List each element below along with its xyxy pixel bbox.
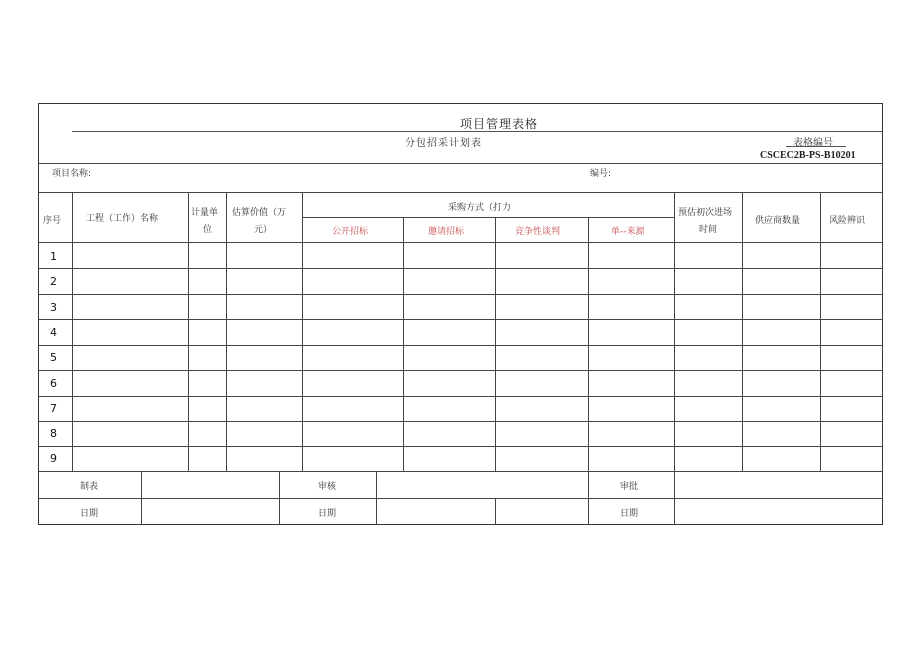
header-value-line1: 估算价值（万 xyxy=(232,208,287,218)
header-open-bid: 公开招标 xyxy=(332,227,369,237)
footer-review: 审核 xyxy=(318,482,337,492)
table-top-line xyxy=(38,192,883,193)
footer-made-by: 制表 xyxy=(80,482,99,492)
footer-col-line xyxy=(495,498,496,525)
footer-mid-line xyxy=(38,498,883,499)
number-label: 编号: xyxy=(590,169,612,179)
form-code: CSCEC2B-PS-B10201 xyxy=(760,150,856,161)
procurement-sub-line xyxy=(302,217,674,218)
footer-col-line xyxy=(588,471,589,525)
header-entry-time-line2: 时间 xyxy=(699,225,718,235)
footer-col-line xyxy=(279,471,280,525)
col-line xyxy=(820,192,821,471)
footer-date-3: 日期 xyxy=(620,509,639,519)
row-number: 4 xyxy=(50,326,57,339)
form-number-underline xyxy=(786,146,846,147)
row-line xyxy=(38,446,883,447)
row-number: 9 xyxy=(50,452,57,465)
header-supplier-count: 供应商数量 xyxy=(755,216,801,226)
col-line xyxy=(188,192,189,471)
header-single-source: 单--来源 xyxy=(611,227,645,237)
row-number: 6 xyxy=(50,377,57,390)
project-name-label: 项目名称: xyxy=(52,169,92,179)
form-number-label: 表格编号 xyxy=(793,138,833,149)
col-line xyxy=(495,217,496,471)
header-seq: 序号 xyxy=(43,216,62,226)
header-unit-line1: 计量单 xyxy=(191,208,219,218)
row-line xyxy=(38,319,883,320)
row-line xyxy=(38,370,883,371)
col-line xyxy=(403,217,404,471)
row-line xyxy=(38,421,883,422)
footer-date-1: 日期 xyxy=(80,509,99,519)
col-line xyxy=(302,192,303,471)
form-title: 项目管理表格 xyxy=(460,117,539,131)
row-line xyxy=(38,396,883,397)
form-subtitle: 分包招采计划表 xyxy=(405,138,482,149)
row-line xyxy=(38,294,883,295)
row-line xyxy=(38,471,883,472)
row-number: 5 xyxy=(50,351,57,364)
row-number: 1 xyxy=(50,250,57,263)
header-work-name: 工程（工作）名称 xyxy=(86,214,159,224)
header-bottom-line xyxy=(38,242,883,243)
row-number: 3 xyxy=(50,301,57,314)
col-line xyxy=(674,192,675,471)
footer-approve: 审批 xyxy=(620,482,639,492)
header-value-line2: 元） xyxy=(254,225,273,235)
header-competitive: 竞争性谈判 xyxy=(515,227,561,237)
row-number: 7 xyxy=(50,402,57,415)
header-procurement: 采购方式（打力 xyxy=(448,203,512,213)
footer-col-line xyxy=(376,471,377,525)
header-entry-time-line1: 预估初次进场 xyxy=(678,208,733,218)
col-line xyxy=(72,192,73,471)
col-line xyxy=(226,192,227,471)
header-invite-bid: 邀请招标 xyxy=(428,227,465,237)
title-divider xyxy=(72,131,882,132)
col-line xyxy=(742,192,743,471)
header-unit-line2: 位 xyxy=(203,225,213,235)
row-line xyxy=(38,268,883,269)
info-top-line xyxy=(38,163,883,164)
footer-col-line xyxy=(674,471,675,525)
footer-col-line xyxy=(141,471,142,525)
row-number: 8 xyxy=(50,427,57,440)
header-risk: 风险辨识 xyxy=(829,216,866,226)
row-line xyxy=(38,345,883,346)
col-line xyxy=(588,217,589,471)
row-number: 2 xyxy=(50,275,57,288)
footer-date-2: 日期 xyxy=(318,509,337,519)
form-border xyxy=(38,103,883,525)
